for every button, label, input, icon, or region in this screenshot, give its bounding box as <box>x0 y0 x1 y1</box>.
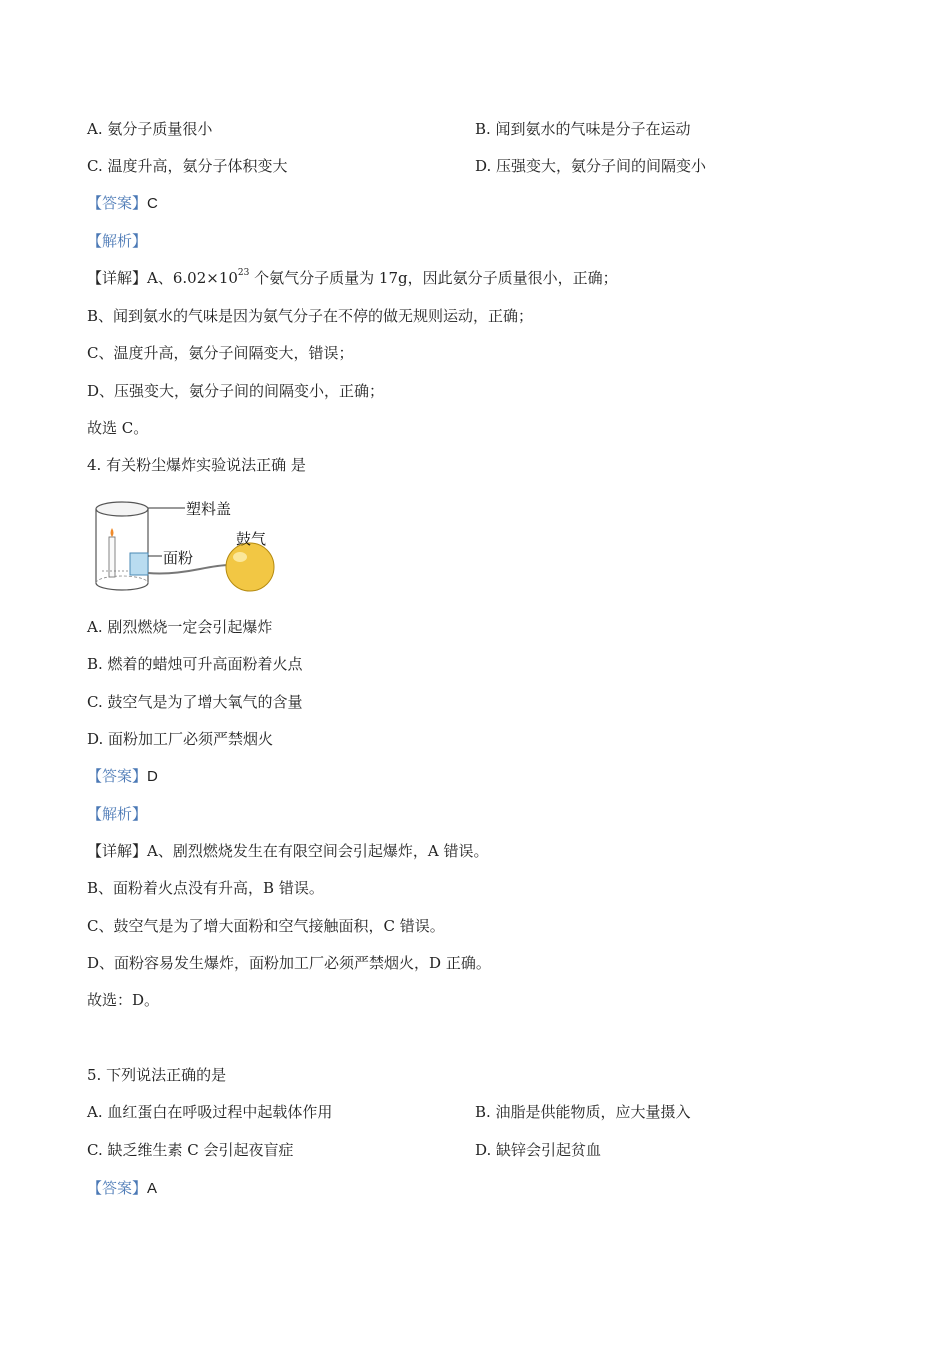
q5-option-d: D. 缺锌会引起贫血 <box>475 1141 602 1159</box>
q4-detail-d: D、面粉容易发生爆炸，面粉加工厂必须严禁烟火，D 正确。 <box>87 954 491 972</box>
answer-tag: 【答案】 <box>87 194 148 212</box>
answer-value: A <box>147 1180 158 1197</box>
label-blow-air: 鼓气 <box>236 530 267 548</box>
q4-option-d: D. 面粉加工厂必须严禁烟火 <box>87 730 274 748</box>
analysis-tag: 【解析】 <box>87 232 148 250</box>
detail-a-pre: A、6.02×10 <box>147 269 238 287</box>
q4-detail-c: C、鼓空气是为了增大面粉和空气接触面积，C 错误。 <box>87 917 445 935</box>
detail-a-text: A、剧烈燃烧发生在有限空间会引起爆炸，A 错误。 <box>147 842 489 860</box>
q3-answer <box>87 193 158 214</box>
q5-stem: 5. 下列说法正确的是 <box>87 1066 227 1084</box>
q4-detail-b: B、面粉着火点没有升高，B 错误。 <box>87 879 324 897</box>
detail-a-exponent: 23 <box>237 268 250 278</box>
q3-option-a: A. 氨分子质量很小 <box>87 120 213 138</box>
q5-answer <box>87 1178 157 1199</box>
analysis-tag: 【解析】 <box>87 805 148 823</box>
q3-detail-b: B、闻到氨水的气味是因为氨气分子在不停的做无规则运动，正确； <box>87 307 534 325</box>
dust-explosion-figure <box>90 493 290 601</box>
q3-analysis-tag <box>87 231 147 251</box>
label-flour: 面粉 <box>163 549 194 567</box>
q3-option-d: D. 压强变大，氨分子间的间隔变小 <box>475 157 707 175</box>
q4-option-c: C. 鼓空气是为了增大氧气的含量 <box>87 693 303 711</box>
q5-option-c: C. 缺乏维生素 C 会引起夜盲症 <box>87 1141 294 1159</box>
q4-option-a: A. 剧烈燃烧一定会引起爆炸 <box>87 618 273 636</box>
q4-option-b: B. 燃着的蜡烛可升高面粉着火点 <box>87 655 303 673</box>
q4-stem: 4. 有关粉尘爆炸实验说法正确 是 <box>87 456 306 474</box>
label-plastic-lid: 塑料盖 <box>186 500 232 518</box>
detail-tag: 【详解】 <box>87 842 148 860</box>
q3-detail-c: C、温度升高，氨分子间隔变大，错误； <box>87 344 354 362</box>
q3-option-b: B. 闻到氨水的气味是分子在运动 <box>475 120 691 138</box>
answer-value: D <box>147 768 158 785</box>
q4-analysis-tag <box>87 804 147 824</box>
answer-tag: 【答案】 <box>87 1179 148 1197</box>
q4-detail-a <box>87 841 488 861</box>
q5-option-a: A. 血红蛋白在呼吸过程中起载体作用 <box>87 1103 333 1121</box>
q4-answer <box>87 766 158 787</box>
detail-tag: 【详解】 <box>87 269 148 287</box>
q3-conclusion: 故选 C。 <box>87 419 149 437</box>
q5-option-b: B. 油脂是供能物质，应大量摄入 <box>475 1103 691 1121</box>
q3-detail-d: D、压强变大，氨分子间的间隔变小，正确； <box>87 382 385 400</box>
q3-detail-a <box>87 268 618 288</box>
q3-option-c: C. 温度升高，氨分子体积变大 <box>87 157 288 175</box>
answer-tag: 【答案】 <box>87 767 148 785</box>
answer-value: C <box>147 195 158 212</box>
detail-a-post: 个氨气分子质量为 17g，因此氨分子质量很小，正确； <box>249 269 618 287</box>
q4-conclusion: 故选：D。 <box>87 991 160 1009</box>
